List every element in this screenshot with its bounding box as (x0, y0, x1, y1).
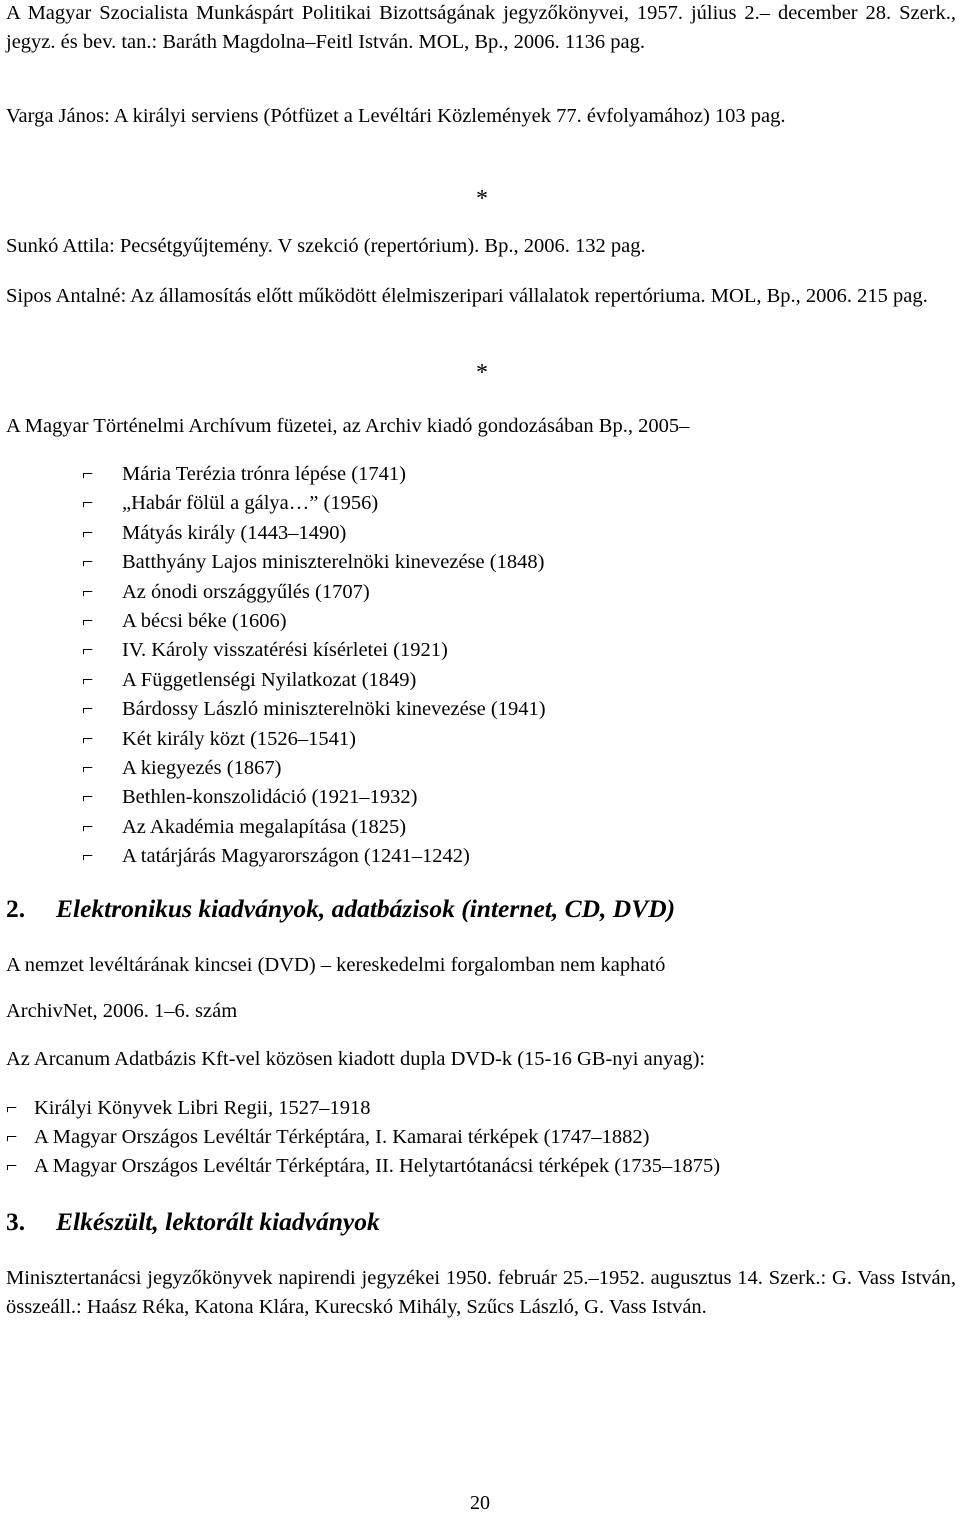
booklet-title: Mária Terézia trónra lépése (1741) (122, 463, 406, 485)
separator-star: * (476, 360, 488, 386)
booklet-item (82, 725, 356, 754)
dvd-entry: A nemzet levéltárának kincsei (DVD) – kereskedelmi forgalomban nem kapható (6, 954, 666, 976)
bullet-icon: ⌐ (82, 492, 94, 515)
bullet-icon: ⌐ (82, 668, 94, 691)
archivnet-entry: ArchivNet, 2006. 1–6. szám (6, 1000, 238, 1022)
minutes-entry: Minisztertanácsi jegyzőkönyvek napirendi jegyzékei 1950. február 25.–1952. augusztus 14. Szerk.: G. Vass István, összeáll.: Haász Réka, Katona Klára, Kurecskó Mihály, Szűcs László, G. Vass István. (6, 1267, 956, 1318)
booklet-title: IV. Károly visszatérési kísérletei (1921) (122, 639, 448, 662)
dvd-item (6, 1152, 721, 1181)
ref-mszmp-pb: A Magyar Szocialista Munkáspárt Politikai Bizottságának jegyzőkönyvei, 1957. július 2.– december 28. Szerk., jegyz. és bev. tan.: Baráth Magdolna–Feitl István. MOL, Bp., 2006. 1136 pag. (6, 2, 956, 53)
booklet-title: A Függetlenségi Nyilatkozat (1849) (122, 668, 417, 691)
bullet-icon: ⌐ (82, 786, 94, 809)
booklet-item (82, 548, 545, 577)
bullet-icon: ⌐ (6, 1097, 18, 1119)
bullet-icon: ⌐ (82, 580, 94, 603)
dvd-title: A Magyar Országos Levéltár Térképtára, I. Kamarai térképek (1747–1882) (34, 1126, 650, 1148)
booklet-item (82, 607, 287, 636)
booklet-title: A kiegyezés (1867) (122, 757, 282, 779)
booklet-item (82, 489, 379, 518)
bullet-icon: ⌐ (6, 1126, 18, 1148)
bullet-icon: ⌐ (82, 610, 94, 632)
bullet-icon: ⌐ (82, 551, 94, 574)
ref-varga: Varga János: A királyi serviens (Pótfüzet a Levéltári Közlemények 77. évfolyamához) 103 pag. (6, 105, 786, 127)
booklet-item (82, 813, 407, 842)
dvd-title: A Magyar Országos Levéltár Térképtára, II. Helytartótanácsi térképek (1735–1875) (34, 1155, 721, 1177)
booklet-title: Az Akadémia megalapítása (1825) (122, 815, 407, 838)
bullet-icon: ⌐ (82, 463, 94, 485)
section-title: Elkészült, lektorált kiadványok (56, 1207, 380, 1236)
booklet-title: Bárdossy László miniszterelnöki kinevezése (1941) (122, 698, 546, 721)
ref-archivum-series: A Magyar Történelmi Archívum füzetei, az Archiv kiadó gondozásában Bp., 2005– (6, 415, 690, 437)
bullet-icon: ⌐ (82, 639, 94, 662)
booklet-item (82, 460, 406, 489)
bullet-icon: ⌐ (82, 727, 94, 750)
booklet-item (82, 519, 347, 548)
dvd-item (6, 1123, 650, 1152)
booklet-item (82, 578, 370, 607)
section-3-heading (6, 1207, 380, 1237)
booklet-title: Batthyány Lajos miniszterelnöki kinevezése (1848) (122, 551, 545, 574)
booklet-item (82, 636, 448, 665)
booklet-title: Az ónodi országgyűlés (1707) (122, 580, 370, 603)
booklet-item (82, 783, 418, 812)
booklet-item (82, 842, 470, 871)
bullet-icon: ⌐ (6, 1155, 18, 1177)
booklet-title: „Habár fölül a gálya…” (1956) (122, 492, 379, 515)
booklet-title: A tatárjárás Magyarországon (1241–1242) (122, 845, 470, 868)
dvd-item (6, 1094, 371, 1123)
section-number: 3. (6, 1207, 26, 1236)
booklet-item (82, 754, 282, 783)
ref-sipos: Sipos Antalné: Az államosítás előtt működött élelmiszeripari vállalatok repertóriuma. MOL, Bp., 2006. 215 pag. (6, 285, 928, 307)
booklet-title: Két király közt (1526–1541) (122, 727, 356, 750)
ref-sunko: Sunkó Attila: Pecsétgyűjtemény. V szekció (repertórium). Bp., 2006. 132 pag. (6, 235, 646, 257)
bullet-icon: ⌐ (82, 698, 94, 721)
dvd-title: Királyi Könyvek Libri Regii, 1527–1918 (34, 1097, 371, 1119)
booklet-title: A bécsi béke (1606) (122, 610, 287, 632)
section-2-heading (6, 894, 675, 924)
bullet-icon: ⌐ (82, 521, 94, 544)
section-title: Elektronikus kiadványok, adatbázisok (internet, CD, DVD) (56, 894, 676, 923)
page-number: 20 (470, 1492, 490, 1514)
booklet-title: Bethlen-konszolidáció (1921–1932) (122, 786, 418, 809)
separator-star: * (476, 186, 488, 212)
bullet-icon: ⌐ (82, 815, 94, 838)
bullet-icon: ⌐ (82, 845, 94, 868)
arcanum-entry: Az Arcanum Adatbázis Kft-vel közösen kiadott dupla DVD-k (15-16 GB-nyi anyag): (6, 1048, 706, 1070)
booklet-title: Mátyás király (1443–1490) (122, 521, 347, 544)
booklet-item (82, 695, 546, 724)
section-number: 2. (6, 894, 26, 923)
bullet-icon: ⌐ (82, 757, 94, 779)
booklet-item (82, 666, 417, 695)
